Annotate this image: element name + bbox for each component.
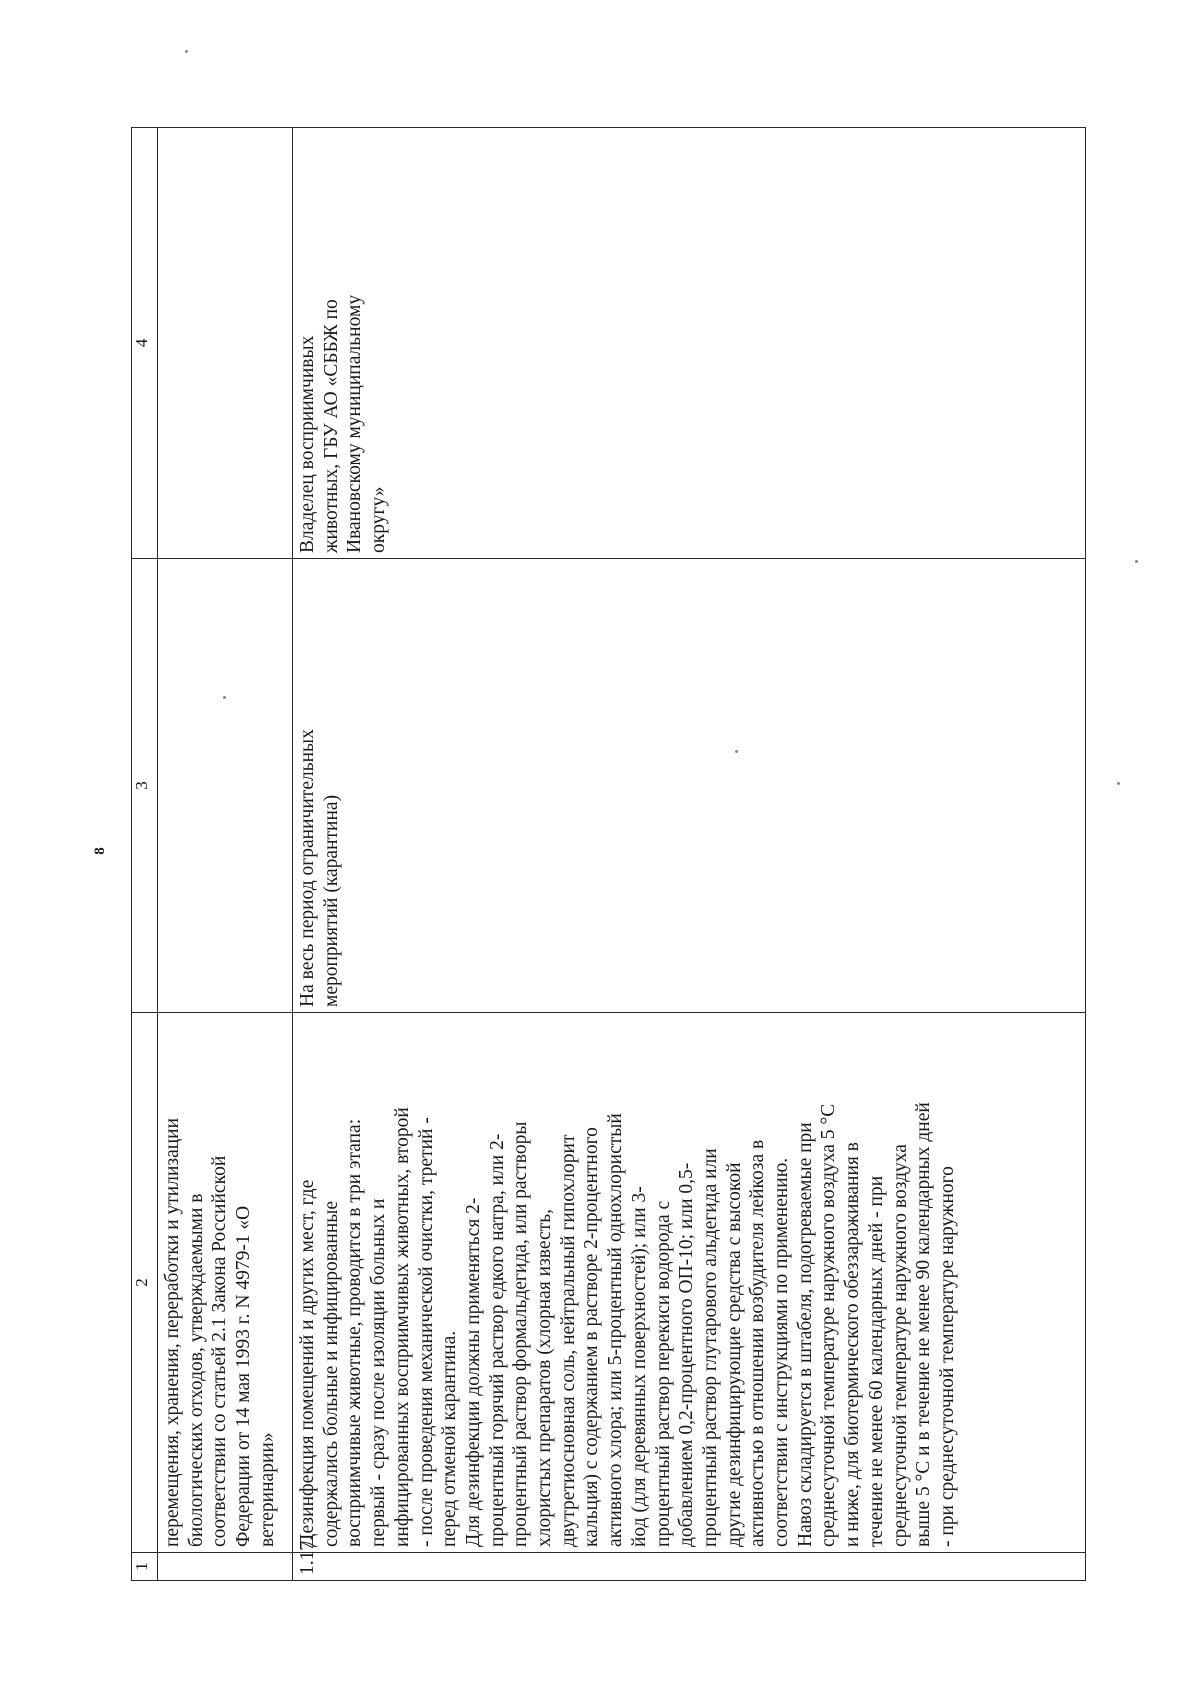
responsible-cell: Владелец восприимчивых животных, ГБУ АО «СББЖ по Ивановскому муниципальному округу» xyxy=(293,128,1086,559)
table-row xyxy=(293,128,1086,1581)
responsible-cell xyxy=(158,128,293,559)
scan-speck xyxy=(185,50,188,53)
scan-speck xyxy=(223,696,226,699)
scan-speck xyxy=(735,750,738,753)
column-header-1: 1 xyxy=(132,1553,158,1581)
column-header-4: 4 xyxy=(132,128,158,559)
period-cell xyxy=(158,559,293,1013)
column-header-2: 2 xyxy=(132,1013,158,1553)
column-header-3: 3 xyxy=(132,559,158,1013)
scan-speck xyxy=(1135,560,1138,563)
table-row xyxy=(158,128,293,1581)
table-header-row xyxy=(132,128,158,1581)
scan-speck xyxy=(1117,782,1120,785)
row-number-cell: 1.17. xyxy=(293,1553,1086,1581)
measures-table xyxy=(131,127,1086,1581)
measure-cell: Дезинфекция помещений и других мест, где содержались больные и инфицированные восприимчивые животные, проводится в три этапа: первый - сразу после изоляции больных и инфицированных восприимчивых животных, второй - после проведения механической очистки, третий - перед отменой карантина. Для дезинфекции должны применяться 2- процентный горячий раствор едкого натра, или 2- процентный раствор формальдегида, или растворы хлористых препаратов (хлорная известь, двутретиосновная соль, нейтральный гипохлорит кальция) с содержанием в растворе 2-процентного активного хлора; или 5-процентный однохлористый йод (для деревянных поверхностей); или 3- процентный раствор перекиси водорода с добавлением 0,2-процентного ОП-10; или 0,5- процентный раствор глутарового альдегида или другие дезинфицирующие средства с высокой активностью в отношении возбудителя лейкоза в соответствии с инструкциями по применению. Навоз складируется в штабеля, подогреваемые при среднесуточной температуре наружного воздуха 5 °С и ниже, для биотермического обеззараживания в течение не менее 60 календарных дней - при среднесуточной температуре наружного воздуха выше 5 °С и в течение не менее 90 календарных дней - при среднесуточной температуре наружного xyxy=(293,1013,1086,1553)
row-number-cell xyxy=(158,1553,293,1581)
period-cell: На весь период ограничительных мероприятий (карантина) xyxy=(293,559,1086,1013)
measure-cell: перемещения, хранения, переработки и утилизации биологических отходов, утверждаемыми в соответствии со статьей 2.1 Закона Российской Федерации от 14 мая 1993 г. N 4979-1 «О ветеринарии» xyxy=(158,1013,293,1553)
page-number: 8 xyxy=(92,847,108,855)
